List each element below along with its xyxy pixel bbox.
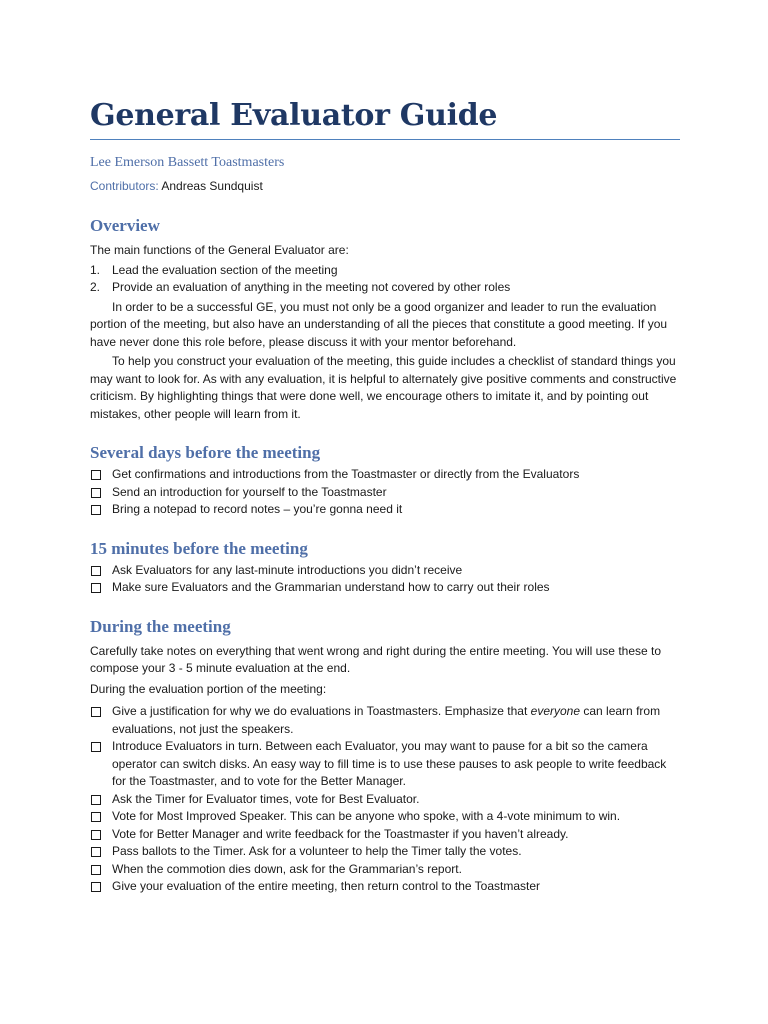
checkbox-icon [91, 830, 101, 840]
list-number: 1. [90, 262, 101, 277]
checklist-emphasis: everyone [530, 704, 581, 718]
checkbox-icon [91, 865, 101, 875]
checklist-text: Vote for Most Improved Speaker. This can be anyone who spoke, with a 4-vote minimum to win. [112, 809, 621, 823]
during-paragraph-2: During the evaluation portion of the meeting: [90, 681, 327, 696]
contributors-line [90, 178, 680, 195]
checklist-item [90, 808, 680, 826]
checklist-text: Give your evaluation of the entire meeting, then return control to the Toastmaster [112, 879, 541, 893]
checklist-text: Bring a notepad to record notes – you’re gonna need it [112, 502, 403, 516]
during-checklist [90, 703, 680, 896]
contributors-label: Contributors: [90, 179, 159, 193]
checklist-text: Introduce Evaluators in turn. Between each Evaluator, you may want to pause for a bit so the camera operator can switch disks. An easy way to fill time is to use these pauses to ask people to write feedback for the Toastmaster, and to vote for the Better Manager. [112, 739, 667, 788]
checklist-item [90, 791, 680, 809]
checklist-text: Pass ballots to the Timer. Ask for a volunteer to help the Timer tally the votes. [112, 844, 522, 858]
overview-paragraph-2: To help you construct your evaluation of the meeting, this guide includes a checklist of standard things you may want to look for. As with any evaluation, it is helpful to alternately give positive comments and constructive criticism. By highlighting things that were done well, we encourage others to imitate it, and by pointing out mistakes, other people will learn from it. [90, 354, 677, 421]
checkbox-icon [91, 488, 101, 498]
checkbox-icon [91, 847, 101, 857]
checkbox-icon [91, 795, 101, 805]
checklist-text: Get confirmations and introductions from the Toastmaster or directly from the Evaluators [112, 467, 580, 481]
checklist-text: Ask Evaluators for any last-minute introductions you didn’t receive [112, 562, 463, 577]
checklist-item [90, 562, 680, 580]
list-number: 2. [90, 280, 101, 294]
checklist-text: Ask the Timer for Evaluator times, vote for Best Evaluator. [112, 791, 420, 806]
checklist-item [90, 484, 680, 502]
checklist-text-part: can learn from evaluations, not just the speakers. [112, 704, 661, 736]
several-days-checklist [90, 466, 680, 519]
during-paragraph-1: Carefully take notes on everything that went wrong and right during the entire meeting. You will use these to compose your 3 - 5 minute evaluation at the end. [90, 643, 662, 675]
during-heading: During the meeting [90, 616, 231, 636]
list-item [90, 262, 680, 280]
checklist-item [90, 843, 680, 861]
contributors-value: Andreas Sundquist [161, 179, 263, 193]
checklist-text: Make sure Evaluators and the Grammarian understand how to carry out their roles [112, 580, 550, 594]
several-days-heading: Several days before the meeting [90, 443, 321, 462]
checkbox-icon [91, 566, 101, 576]
checklist-item [90, 501, 680, 519]
document-page [90, 96, 680, 896]
checklist-item [90, 878, 680, 896]
checklist-text: Vote for Better Manager and write feedback for the Toastmaster if you haven’t already. [112, 826, 569, 841]
list-text: Lead the evaluation section of the meeting [112, 262, 338, 277]
checklist-text: When the commotion dies down, ask for the Grammarian’s report. [112, 861, 462, 876]
checklist-item [90, 579, 680, 597]
checklist-item [90, 861, 680, 879]
checklist-item [90, 703, 680, 738]
checklist-text-part: Give a justification for why we do evaluations in Toastmasters. Emphasize that [112, 704, 531, 718]
checkbox-icon [91, 812, 101, 822]
club-name: Lee Emerson Bassett Toastmasters [90, 155, 285, 170]
checkbox-icon [91, 583, 101, 593]
checkbox-icon [91, 505, 101, 515]
overview-paragraph-1: In order to be a successful GE, you must not only be a good organizer and leader to run the evaluation portion of the meeting, but also have an understanding of all the pieces that constitute a good meeting. If you have never done this role before, please discuss it with your mentor beforehand. [90, 299, 668, 349]
checklist-item [90, 826, 680, 844]
checklist-item [90, 466, 680, 484]
checkbox-icon [91, 882, 101, 892]
checklist-item [90, 738, 680, 791]
page-title: General Evaluator Guide [90, 96, 680, 140]
overview-list [90, 262, 680, 297]
overview-heading: Overview [90, 216, 160, 235]
checklist-text: Send an introduction for yourself to the Toastmaster [112, 484, 387, 499]
fifteen-minutes-heading: 15 minutes before the meeting [90, 538, 308, 558]
overview-intro: The main functions of the General Evaluator are: [90, 243, 349, 257]
fifteen-minutes-checklist [90, 562, 680, 597]
checkbox-icon [91, 470, 101, 480]
checkbox-icon [91, 742, 101, 752]
list-text: Provide an evaluation of anything in the meeting not covered by other roles [112, 280, 511, 294]
checkbox-icon [91, 707, 101, 717]
list-item [90, 279, 680, 297]
